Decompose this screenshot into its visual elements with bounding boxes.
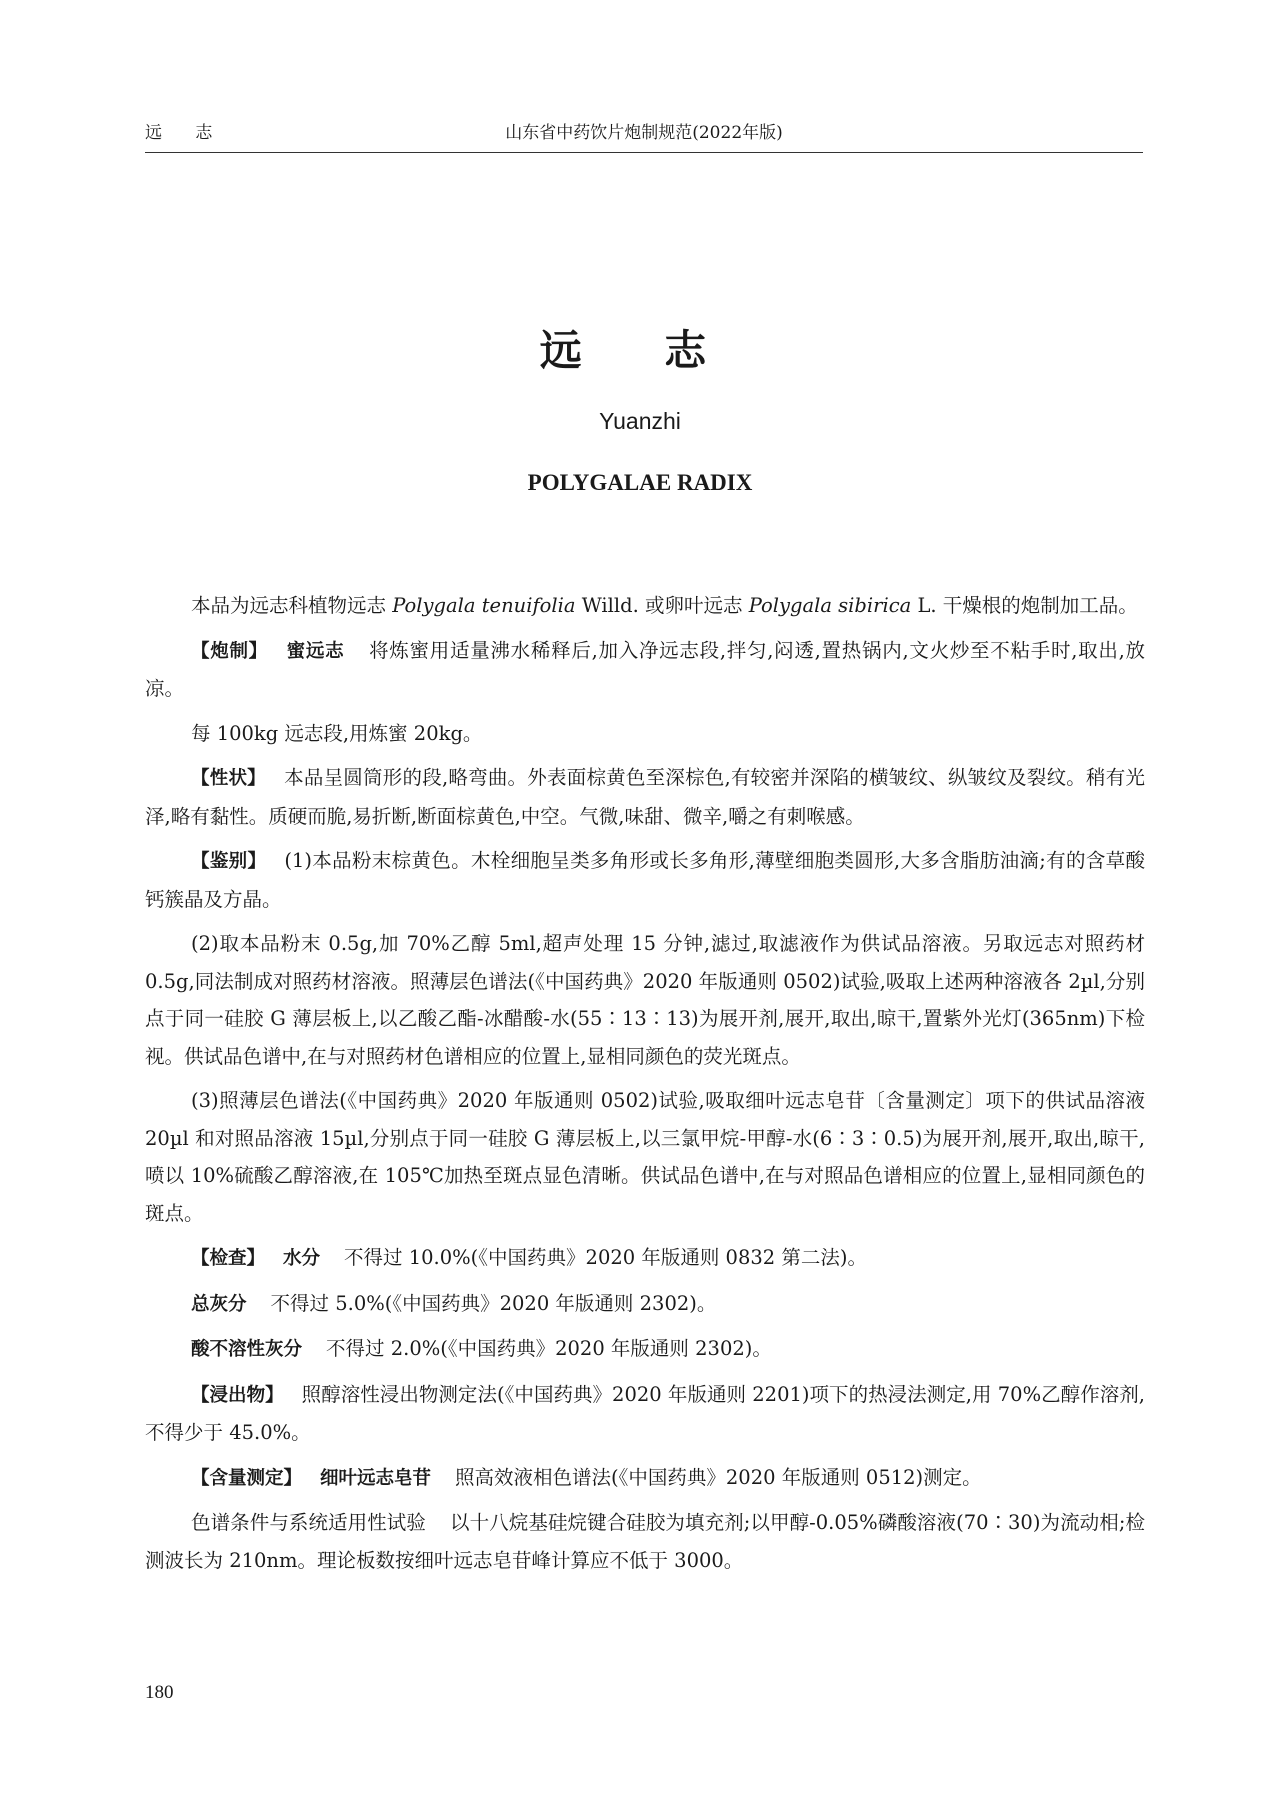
intro-paragraph: 本品为远志科植物远志 Polygala tenuifolia Willd. 或卵叶远志 Polygala sibirica L. 干燥根的炮制加工品。 <box>191 594 1138 617</box>
section-label: 【含量测定】 <box>191 1467 303 1489</box>
identification-item-3: (3)照薄层色谱法(《中国药典》2020 年版通则 0502)试验,吸取细叶远志皂苷〔含量测定〕项下的供试品溶液 20µl 和对照品溶液 15µl,分别点于同一硅胶 G 薄层板上,以三氯甲烷-甲醇-水(6∶3∶0.5)为展开剂,展开,取出,晾干,喷以 10%硫酸乙醇溶液,在 105℃加热至斑点显色清晰。供试品色谱中,在与对照品色谱相应的位置上,显相同颜色的斑点。 <box>145 1089 1145 1225</box>
identification-item-2: (2)取本品粉末 0.5g,加 70%乙醇 5ml,超声处理 15 分钟,滤过,取滤液作为供试品溶液。另取远志对照药材 0.5g,同法制成对照药材溶液。照薄层色谱法(《中国药典》2020 年版通则 0502)试验,吸取上述两种溶液各 2µl,分别点于同一硅胶 G 薄层板上,以乙酸乙酯-冰醋酸-水(55∶13∶13)为展开剂,展开,取出,晾干,置紫外光灯(365nm)下检视。供试品色谱中,在与对照药材色谱相应的位置上,显相同颜色的荧光斑点。 <box>145 932 1145 1068</box>
monograph-body <box>145 587 1145 1586</box>
inspection-section: 【检查】 水分 不得过 10.0%(《中国药典》2020 年版通则 0832 第二法)。 <box>191 1246 867 1269</box>
page-number: 180 <box>145 1682 174 1703</box>
character-section: 【性状】 本品呈圆筒形的段,略弯曲。外表面棕黄色至深棕色,有较密并深陷的横皱纹、纵皱纹及裂纹。稍有光泽,略有黏性。质硬而脆,易折断,断面棕黄色,中空。气微,味甜、微辛,嚼之有刺喉感。 <box>145 766 1145 828</box>
inspection-ash: 总灰分 不得过 5.0%(《中国药典》2020 年版通则 2302)。 <box>191 1291 717 1315</box>
species-name: Polygala sibirica <box>748 594 912 617</box>
processing-section: 【炮制】 蜜远志 将炼蜜用适量沸水稀释后,加入净远志段,拌匀,闷透,置热锅内,文火炒至不粘手时,取出,放凉。 <box>145 638 1145 700</box>
monograph-latin-name: POLYGALAE RADIX <box>527 470 753 495</box>
header-book-title: 山东省中药饮片炮制规范(2022年版) <box>505 123 783 143</box>
assay-conditions: 色谱条件与系统适用性试验 以十八烷基硅烷键合硅胶为填充剂;以甲醇-0.05%磷酸溶液(70∶30)为流动相;检测波长为 210nm。理论板数按细叶远志皂苷峰计算应不低于 3000。 <box>145 1511 1145 1572</box>
monograph-title: 远 志 <box>539 326 741 375</box>
identification-section: 【鉴别】 (1)本品粉末棕黄色。木栓细胞呈类多角形或长多角形,薄壁细胞类圆形,大多含脂肪油滴;有的含草酸钙簇晶及方晶。 <box>145 849 1145 911</box>
section-label: 【浸出物】 <box>191 1384 284 1406</box>
section-label: 【炮制】 <box>191 640 268 662</box>
header-monograph-name: 远 志 <box>145 123 227 143</box>
section-label: 【性状】 <box>191 768 266 789</box>
species-name: Polygala tenuifolia <box>392 594 576 617</box>
processing-method: 蜜远志 <box>285 640 345 662</box>
section-label: 【检查】 <box>191 1248 266 1269</box>
section-label: 【鉴别】 <box>191 851 267 872</box>
processing-ratio: 每 100kg 远志段,用炼蜜 20kg。 <box>191 721 483 745</box>
monograph-pinyin: Yuanzhi <box>599 408 681 434</box>
inspection-acid-label: 酸不溶性灰分 <box>191 1339 303 1360</box>
inspection-water-label: 水分 <box>283 1248 321 1269</box>
inspection-ash-label: 总灰分 <box>191 1293 247 1315</box>
inspection-acid-ash: 酸不溶性灰分 不得过 2.0%(《中国药典》2020 年版通则 2302)。 <box>191 1337 772 1360</box>
extract-section: 【浸出物】 照醇溶性浸出物测定法(《中国药典》2020 年版通则 2201)项下的热浸法测定,用 70%乙醇作溶剂,不得少于 45.0%。 <box>145 1382 1145 1444</box>
running-header <box>145 118 1143 153</box>
assay-section: 【含量测定】 细叶远志皂苷 照高效液相色谱法(《中国药典》2020 年版通则 0512)测定。 <box>191 1465 982 1489</box>
assay-analyte: 细叶远志皂苷 <box>320 1467 432 1489</box>
assay-conditions-label: 色谱条件与系统适用性试验 <box>191 1511 426 1534</box>
